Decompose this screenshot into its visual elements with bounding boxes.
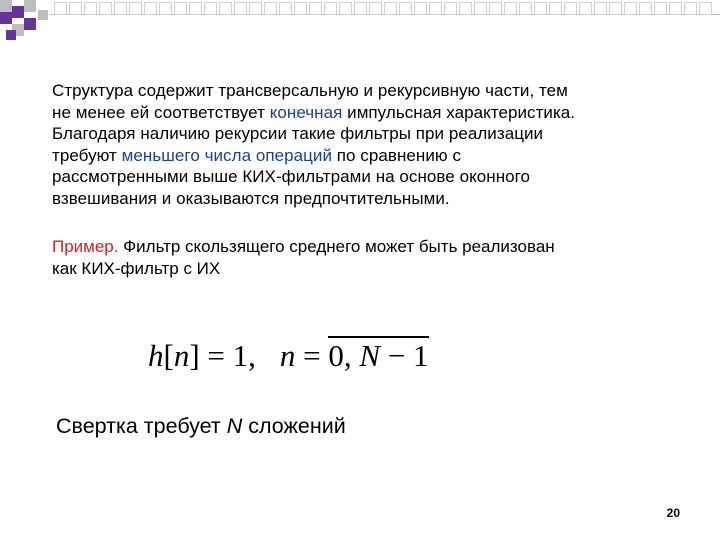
- statement-N: N: [226, 414, 243, 438]
- paragraph-text: требуют: [52, 145, 122, 165]
- formula-range-N: N: [359, 338, 381, 373]
- formula-bracket: [: [163, 338, 174, 373]
- page-number: 20: [666, 506, 680, 520]
- example-line-1: [52, 236, 702, 258]
- paragraph-line-3: Благодаря наличию рекурсии такие фильтры при реализации: [52, 124, 544, 143]
- paragraph-text: не менее ей соответствует: [52, 102, 270, 122]
- highlight-finite: конечная: [269, 102, 343, 122]
- formula-n-index: n: [279, 338, 296, 373]
- statement-text-end: сложений: [242, 414, 346, 438]
- formula-n: n: [173, 338, 190, 373]
- example-text: Фильтр скользящего среднего может быть реализован: [118, 237, 555, 256]
- formula-equals: =: [295, 338, 329, 373]
- paragraph-line-4: [52, 145, 702, 167]
- formula-range-start: 0,: [328, 338, 360, 373]
- formula-range-end: − 1: [380, 338, 429, 373]
- example-label: Пример.: [52, 237, 119, 256]
- formula-value: ] = 1,: [189, 338, 256, 373]
- paragraph-line-5: рассмотренными выше КИХ-фильтрами на основе оконного: [52, 167, 531, 186]
- highlight-fewer-operations: меньшего числа операций: [121, 145, 332, 165]
- example-block: [52, 236, 702, 280]
- formula-range: [328, 336, 428, 373]
- paragraph-line-6: взвешивания и оказываются предпочтительными.: [52, 188, 450, 208]
- paragraph-line-1: Структура содержит трансверсальную и рекурсивную части, тем: [52, 81, 568, 100]
- formula-h: h: [148, 338, 164, 373]
- statement-text: Свертка требует: [56, 414, 227, 438]
- impulse-response-formula: [148, 336, 429, 376]
- decorative-header-squares: [0, 0, 720, 48]
- paragraph-text: по сравнению с: [332, 145, 461, 165]
- main-paragraph: [52, 80, 702, 209]
- paragraph-text: импульсная характеристика.: [342, 102, 576, 122]
- convolution-statement: [56, 414, 346, 439]
- example-line-2: как КИХ-фильтр с ИХ: [52, 259, 221, 278]
- paragraph-line-2: [52, 102, 702, 124]
